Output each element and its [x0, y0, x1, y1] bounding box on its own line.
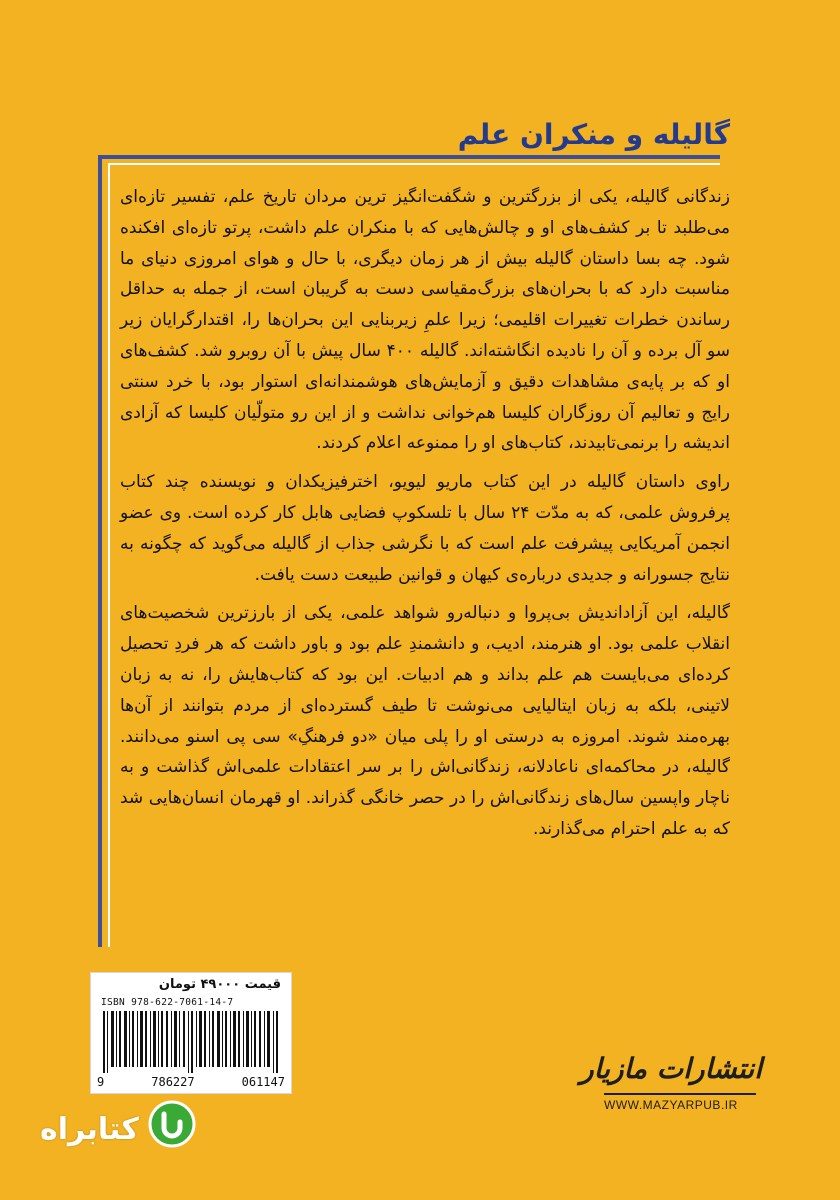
- book-title: گالیله و منکران علم: [457, 118, 730, 151]
- barcode-digit-group: 786227: [151, 1075, 195, 1089]
- publisher-underline: [604, 1093, 756, 1095]
- publisher-logo: انتشارات مازیار: [580, 1052, 762, 1085]
- blurb: [120, 182, 730, 853]
- barcode-block: [90, 972, 292, 1094]
- frame-line-white-top: [108, 163, 720, 165]
- ketabrah-logo-icon: [148, 1100, 196, 1148]
- barcode-digits: [97, 1075, 285, 1089]
- blurb-paragraph: گالیله، این آزاداندیش بی‌پروا و دنباله‌رو شواهد علمی، یکی از بارزترین شخصیت‌های انقلاب علمی بود. او هنرمند، ادیب، و دانشمندِ علم بود و باور داشت که هر فردِ تحصیل کرده‌ای می‌بایست هم علم بداند و هم ادبیات. این بود که کتاب‌هایش را، نه به زبان لاتینی، بلکه به زبان ایتالیایی می‌نوشت تا طیف گسترده‌ای از مردم بتوانند از آن‌ها بهره‌مند شوند. امروزه به درستی او را پلی میان «دو فرهنگِ» سی پی اسنو می‌دانند. گالیله، در محاکمه‌ای ناعادلانه، زندگانی‌اش را بر سر اعتقادات علمی‌اش گذاشت و به ناچار واپسین سال‌های زندگانی‌اش را در حصر خانگی گذراند. او قهرمان انسان‌هایی شد که به علم احترام می‌گذارند.: [120, 603, 730, 839]
- barcode-digit-group: 9: [97, 1075, 105, 1089]
- barcode-digit-group: 061147: [241, 1075, 285, 1089]
- isbn-label: ISBN 978-622-7061-14-7: [101, 997, 234, 1008]
- price-label: قیمت ۴۹۰۰۰ تومان: [158, 977, 281, 992]
- blurb-paragraph: زندگانی گالیله، یکی از بزرگترین و شگفت‌انگیز ترین مردان تاریخ علم، تفسیر تازه‌ای می‌طلبد تا بر کشف‌های او و چالش‌هایی که با منکران علم داشت، پرتو تازه‌ای افکنده شود. چه بسا داستان گالیله بیش از هر زمان دیگری، با حال و هوای امروزی دنیای ما مناسبت دارد که با بحران‌های بزرگ‌مقیاسی دست به گریبان است، از جمله به حداقل رساندن خطرات تغییرات اقلیمی؛ زیرا علمِ زیربنایی این بحران‌ها را، اقتدارگرایان زیر سو آل برده و آن را نادیده انگاشته‌اند. گالیله ۴۰۰ سال پیش با آن روبرو شد. کشف‌های او که بر پایه‌ی مشاهدات دقیق و آزمایش‌های هوشمندانه‌ای استوار بود، با خرد سنتی رایج و تعالیم آن روزگاران کلیسا هم‌خوانی نداشت و از این رو متولّیان کلیسا که آزادی اندیشه را برنمی‌تابیدند، کتاب‌های او را ممنوعه اعلام کردند.: [120, 187, 730, 454]
- blurb-paragraph: راوی داستان گالیله در این کتاب ماریو لیویو، اخترفیزیکدان و نویسنده چند کتاب پرفروش علمی، که به مدّت ۲۴ سال با تلسکوپ فضایی هابل کار کرده است. وی عضو انجمن آمریکایی پیشرفت علم است که با نگرشی جذاب از گالیله می‌گوید که چگونه به نتایج جسورانه و جدیدی درباره‌ی کیهان و قوانین طبیعت دست یافت.: [120, 472, 730, 585]
- frame-line-white-left: [108, 163, 110, 947]
- barcode-icon: [101, 1011, 281, 1073]
- watermark-text: کتابراه: [40, 1112, 139, 1147]
- publisher-url[interactable]: WWW.MAZYARPUB.IR: [604, 1098, 738, 1112]
- frame-line-blue-left: [98, 155, 102, 947]
- frame-line-blue-top: [98, 155, 720, 159]
